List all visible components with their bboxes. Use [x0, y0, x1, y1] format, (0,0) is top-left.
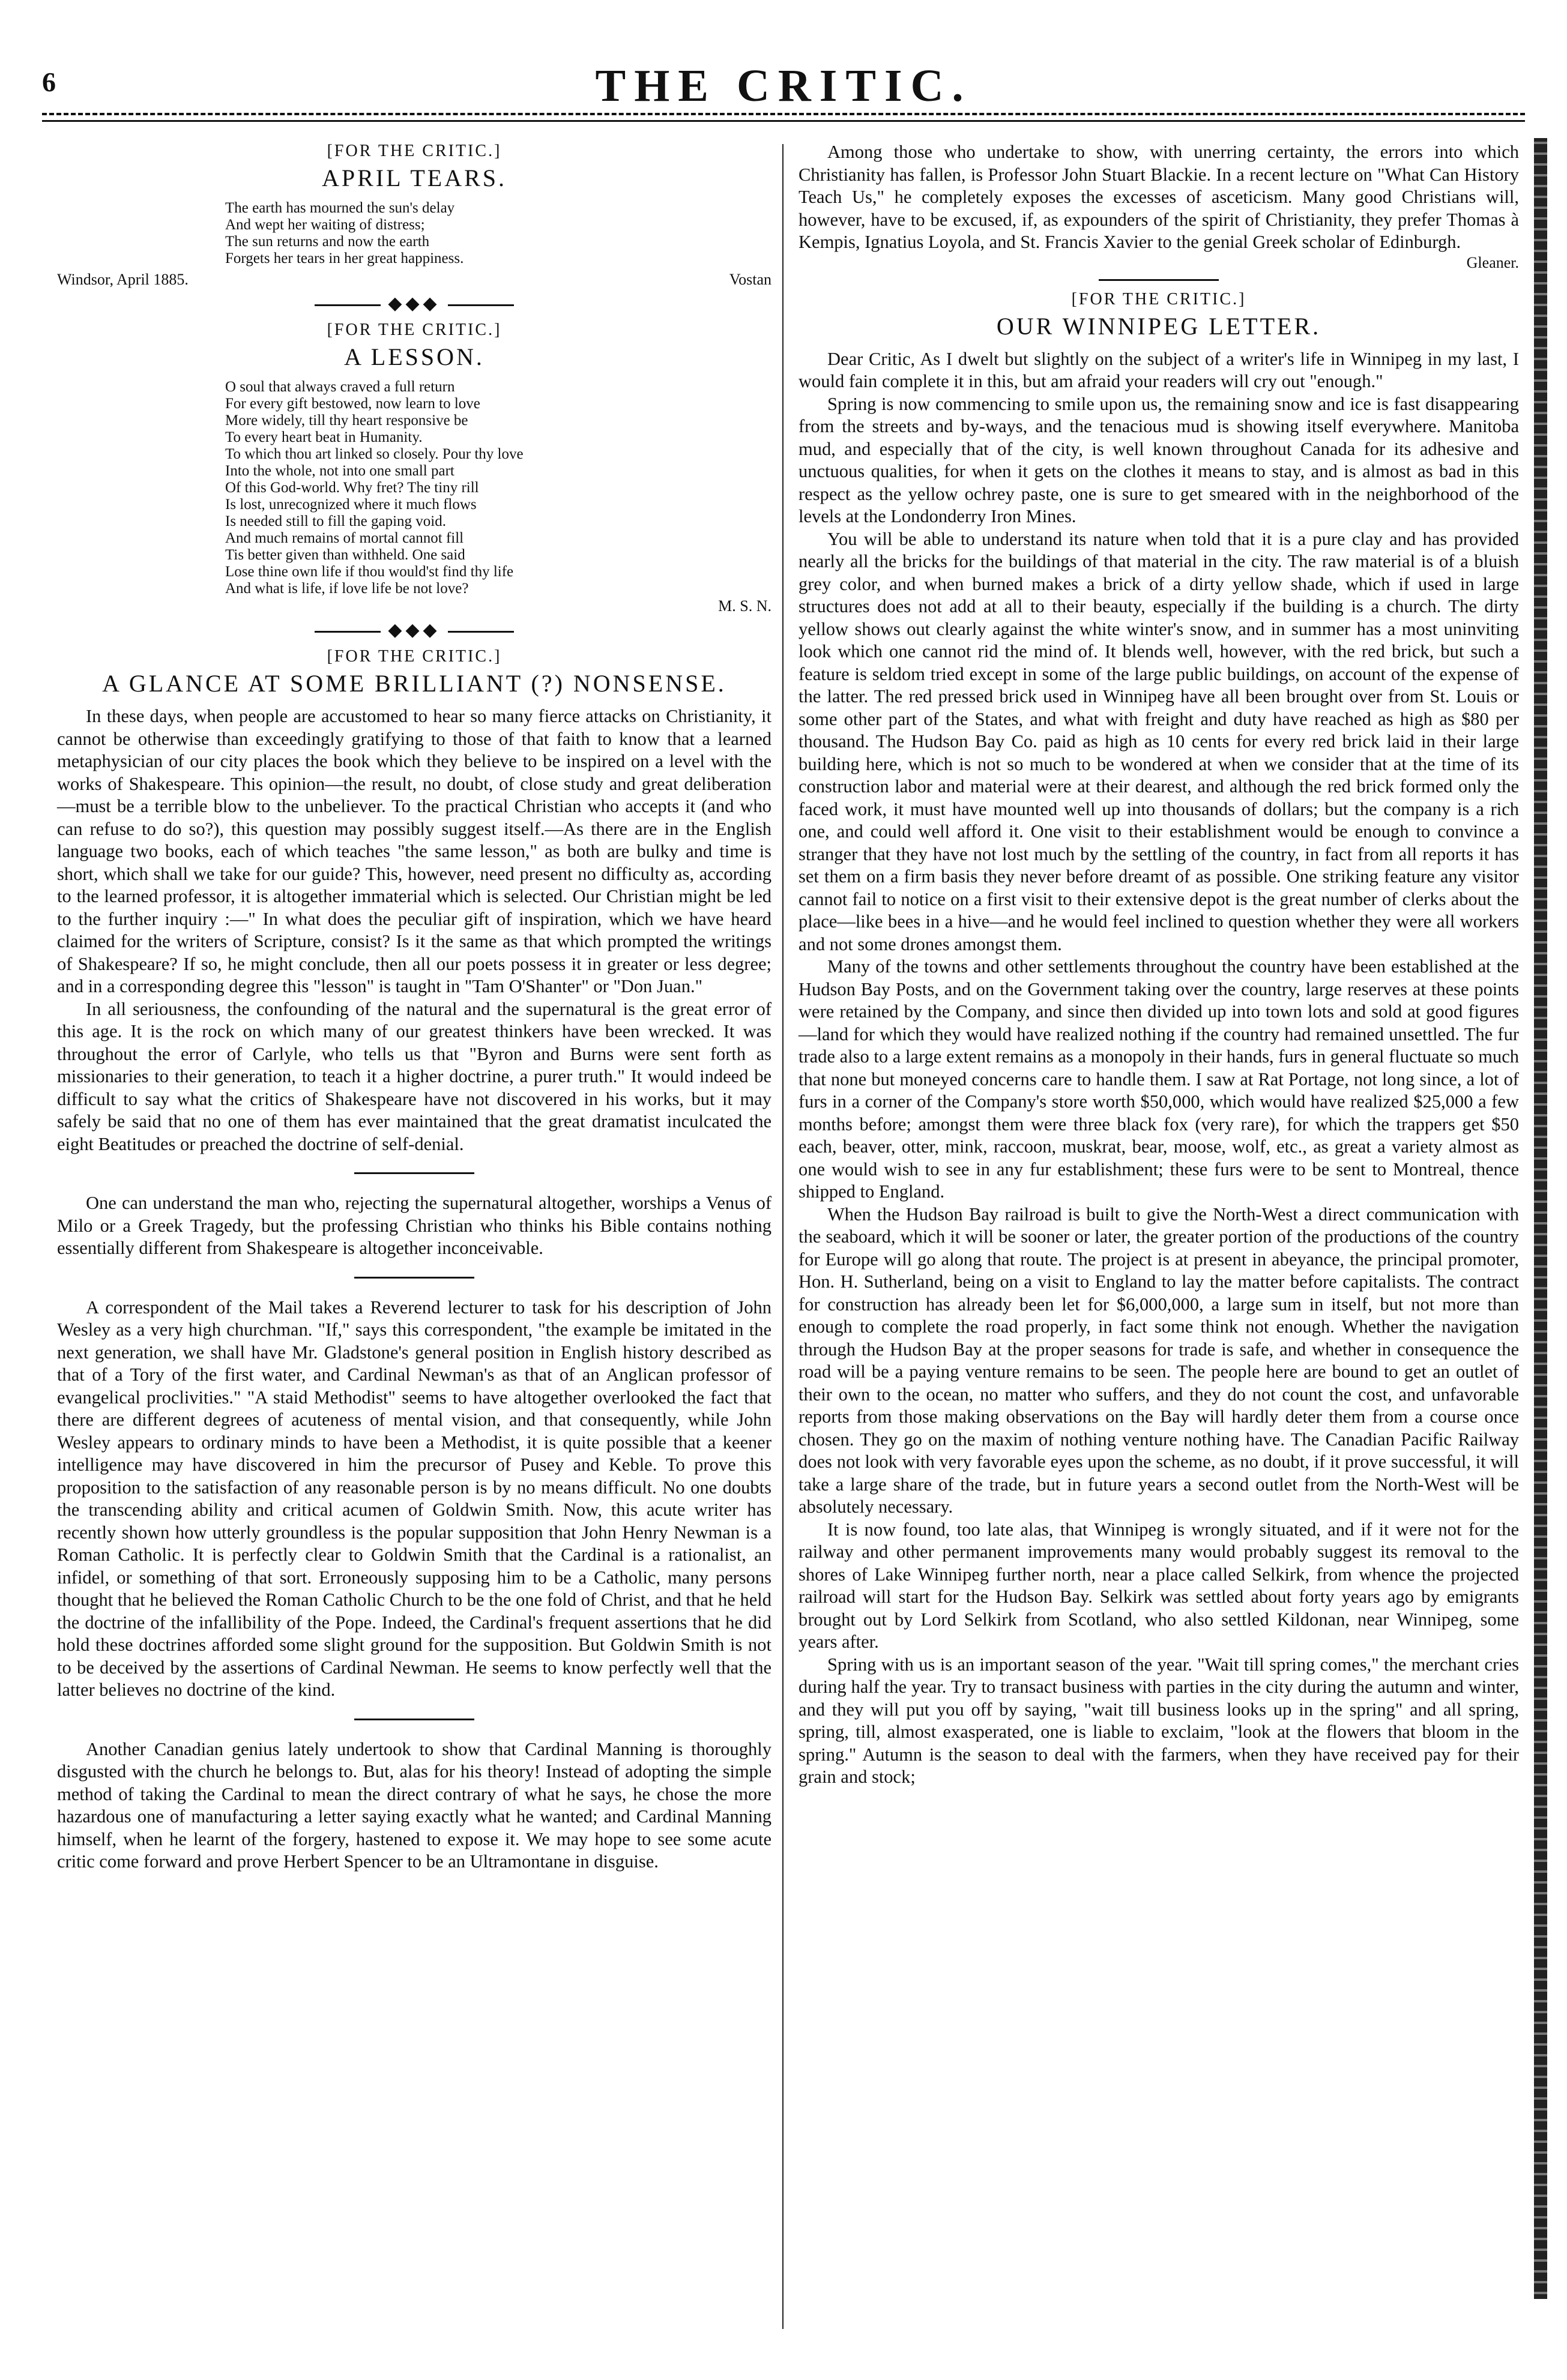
article-paragraph: When the Hudson Bay railroad is built to give the North-West a direct communication with the seaboard, which it will be sooner or later, the greater portion of the productions of the country for Europe will go along that route. The project is at present in abeyance, the principal promoter, Hon. H. Sutherland, being on a visit to England to lay the matter before capitalists. The contract for construction has already been let for $6,000,000, a large sum in itself, but not more than enough to complete the road properly, in fact some think not enough. Whether the navigation through the Hudson Bay at the proper seasons for trade is safe, and whether in consequence the road will be a paying venture remains to be seen. The people here are bound to get an outlet of their own to the ocean, no matter who suffers, and they do not count the cost, and unfavorable reports from those making observations on the Bay will hardly deter them from a course once chosen. They go on the maxim of nothing venture nothing have. The Canadian Pacific Railway does not look with very favorable eyes upon the scheme, as no doubt, if it prove successful, it will take a large share of the trade, but in future years a second outlet from the North-West will be absolutely necessary. [799, 1204, 1519, 1517]
poem-line: O soul that always craved a full return [225, 379, 455, 395]
column-divider [782, 144, 784, 2329]
poem-author: M. S. N. [718, 597, 771, 615]
poem-line: And wept her waiting of distress; [225, 217, 425, 233]
poem-line: And much remains of mortal cannot fill [225, 530, 464, 546]
poem-line: Tis better given than withheld. One said [225, 547, 465, 563]
for-the-critic-label: [FOR THE CRITIC.] [1071, 289, 1246, 309]
poem-title: APRIL TEARS. [321, 164, 507, 191]
section-separator [354, 1719, 474, 1720]
article-paragraph: You will be able to understand its nature when told that it is a pure clay and has provided nearly all the bricks for the buildings of that material in the city. The raw material is of a bluish grey color, and when burned makes a brick of a dirty yellow shade, which if used in large structures does not add at all to their beauty, especially if the building is a church. The dirty yellow shows out clearly against the white winter's snow, and in summer has a most uninviting look which one cannot rid the mind of. It blends well, however, with the red brick, but such a feature is seldom tried except in some of the large public buildings, on account of the expense of the latter. The red pressed brick used in Winnipeg have all been brought over from St. Louis or some other part of the States, and what with freight and duty have reached as high as $80 per thousand. The Hudson Bay Co. paid as high as 10 cents for every red brick laid in their large building here, which is not so much to be wondered at when we consider that at the time of its construction labor and material were at their dearest, and although the red brick formed only the faced work, it must have mounted well up into thousands of dollars; but the company is a rich one, and could well afford it. One visit to their establishment would be enough to convince a stranger that they have not lost much by the settling of the country, in fact from all reports it has set them on a firm basis they never before dreamt of as possible. One striking feature any visitor cannot fail to notice on a first visit to their extensive depot is the great number of clerks about the place—like bees in a hive—and he would feel inclined to question whether they were all workers and not some drones amongst them. [799, 528, 1519, 954]
article-paragraph: In these days, when people are accustomed to hear so many fierce attacks on Christianity, it cannot be otherwise than exceedingly gratifying to those of that faith to know that a learned metaphysician of our city places the book which they believe to be inspired on a level with the works of Shakespeare. This opinion—the result, no doubt, of close study and great deliberation—must be a terrible blow to the unbeliever. To the practical Christian who accepts it (and who can refuse to do so?), this question may possibly suggest itself.—As there are in the English language two books, each of which teaches "the same lesson," as both are bulky and time is short, which shall we take for our guide? This, however, need present no difficulty as, according to the learned professor, it is altogether immaterial which is selected. Our Christian might be led to the further inquiry :—" In what does the peculiar gift of inspiration, which we have heard claimed for the writers of Scripture, consist? Is it the same as that which prompted the writings of Shakespeare? If so, he might conclude, then all our poets possess it in greater or less degree; and in a corresponding degree this "lesson" is taught in "Tam O'Shanter" or "Don Juan." [57, 706, 771, 996]
article-paragraph: Spring with us is an important season of the year. "Wait till spring comes," the merchant cries during half the year. Try to transact business with parties in the city during the autumn and winter, and they will put you off by saying, "wait till business looks up in the spring" and all spring, spring, till, almost exasperated, one is liable to exclaim, "look at the flowers that bloom in the spring." Autumn is the season to deal with the farmers, when they have received pay for their grain and stock; [799, 1654, 1519, 1787]
article-paragraph: One can understand the man who, rejecting the supernatural altogether, worships a Venus of Milo or a Greek Tragedy, but the professing Christian who thinks his Bible contains nothing essentially different from Shakespeare is altogether inconceivable. [57, 1193, 771, 1258]
article-signature: Gleaner. [1466, 253, 1519, 271]
poem-title: A LESSON. [344, 343, 485, 370]
poem-a-lesson [57, 320, 771, 615]
article-paragraph: In all seriousness, the confounding of the natural and the supernatural is the great error of this age. It is the rock on which many of our greatest thinkers have been wrecked. It was throughout the error of Carlyle, who tells us that "Byron and Burns were sent forth as missionaries to their generation, to teach it a higher doctrine, a purer truth." It would indeed be difficult to say what the critics of Shakespeare have not discovered in his works, but it may safely be said that no one of them has ever maintained that the great dramatist inculcated the eight Beatitudes or preached the doctrine of self-denial. [57, 998, 771, 1154]
poem-line: More widely, till thy heart responsive be [225, 412, 468, 429]
article-paragraph: Dear Critic, As I dwelt but slightly on the subject of a writer's life in Winnipeg in my last, I would fain complete it in this, but am afraid your readers will cry out "enough." [799, 348, 1519, 391]
section-ornament: ◆◆◆ [57, 294, 771, 314]
poem-line: The sun returns and now the earth [225, 233, 430, 250]
right-column [799, 141, 1519, 1789]
article-paragraph: It is now found, too late alas, that Winnipeg is wrongly situated, and if it were not for the railway and other permanent improvements many would probably suggest its removal to the shores of Lake Winnipeg further north, near a place called Selkirk, from whence the projected railroad will start for the Hudson Bay. Selkirk was settled about forty years ago by emigrants brought out by Lord Selkirk from Scotland, who also settled Kildonan, near Winnipeg, some years after. [799, 1519, 1519, 1652]
masthead-rule-bottom [42, 120, 1525, 122]
article-winnipeg-letter [799, 289, 1519, 1789]
page-number: 6 [42, 67, 56, 97]
section-ornament: ◆◆◆ [57, 620, 771, 640]
poem-body [225, 200, 771, 267]
poem-april-tears [57, 141, 771, 289]
article-paragraph: A correspondent of the Mail takes a Reverend lecturer to task for his description of John Wesley as a very high churchman. "If," says this correspondent, "the example be imitated in the next generation, we shall have Mr. Gladstone's general position in English history described as that of a Tory of the first water, and Cardinal Newman's as that of an Anglican professor of evangelical proclivities." "A staid Methodist" seems to have altogether overlooked the fact that there are different degrees of acuteness of mental vision, and that consequently, while John Wesley appears to ordinary minds to have been a Methodist, it is quite possible that a keener intelligence may have discovered in him the precursor of Pusey and Keble. To prove this proposition to the satisfaction of any reasonable person is by no means difficult. No one doubts the transcending ability and critical acumen of Goldwin Smith. Now, this acute writer has recently shown how utterly groundless is the popular supposition that John Henry Newman is a Roman Catholic. It is perfectly clear to Goldwin Smith that the Cardinal is a rationalist, an infidel, or something of that sort. Erroneously supposing him to be a Catholic, many persons thought that he believed the Roman Catholic Church to be the one fold of Christ, and that he held the doctrine of the infallibility of the Pope. Indeed, the Cardinal's frequent assertions that he did hold these doctrines afforded some slight ground for the supposition. But Goldwin Smith is not to be deceived by the assertions of Cardinal Newman. He seems to know perfectly well that the latter believes no doctrine of the kind. [57, 1297, 771, 1700]
poem-signature-row [57, 271, 771, 289]
poem-line: Is needed still to fill the gaping void. [225, 513, 446, 529]
page-edge-shadow [1534, 138, 1547, 2299]
article-paragraph: Many of the towns and other settlements throughout the country have been established at the Hudson Bay Posts, and on the Government taking over the country, large reserves at these points were retained by the Company, and since then divided up into town lots and sold at good figures—land for which they would have realized nothing if the country had remained unsettled. The fur trade also to a large extent remains as a monopoly in their hands, furs in general fluctuate so much that none but moneyed concerns care to handle them. I saw at Rat Portage, not long since, a lot of furs in a corner of the Company's store worth $50,000, which would have realized $25,000 a few months before; amongst them were three black fox (very rare), for which the trappers get $50 each, beaver, otter, mink, raccoon, muskrat, bear, moose, wolf, etc., as great a variety almost as one would wish to see in any fur establishment; these furs were to be sent to Montreal, thence shipped to England. [799, 956, 1519, 1202]
poem-line: And what is life, if love life be not love? [225, 580, 469, 597]
section-separator [354, 1172, 474, 1174]
for-the-critic-label: [FOR THE CRITIC.] [327, 142, 502, 160]
article-title: OUR WINNIPEG LETTER. [996, 312, 1321, 340]
poem-line: The earth has mourned the sun's delay [225, 200, 455, 216]
for-the-critic-label: [FOR THE CRITIC.] [327, 321, 502, 339]
poem-line: Lose thine own life if thou would'st find thy life [225, 564, 514, 580]
poem-line: To which thou art linked so closely. Pour thy love [225, 446, 524, 462]
article-paragraph: Spring is now commencing to smile upon us, the remaining snow and ice is fast disappearing from the streets and by-ways, and the tenacious mud is showing itself everywhere. Manitoba mud, and especially that of the city, is well known throughout Canada for its adhesive and unctuous qualities, for when it gets on the clothes it means to stay, and is almost as bad in this respect as the yellow ochrey paste, one is sure to get smeared with in the neighborhood of the levels at the Londonderry Iron Mines. [799, 393, 1519, 526]
poem-author: Vostan [729, 271, 771, 288]
masthead-rule-top [42, 113, 1525, 115]
article-glance [57, 646, 771, 1155]
poem-line: For every gift bestowed, now learn to love [225, 396, 480, 412]
article-paragraph: Another Canadian genius lately undertook to show that Cardinal Manning is thoroughly disgusted with the church he belongs to. But, alas for his theory! Instead of adopting the simple method of taking the Cardinal to mean the direct contrary of what he says, he chose the more hazardous one of manufacturing a letter saying exactly what he wanted; and Cardinal Manning himself, when he learnt of the forgery, hastened to expose it. We may hope to see some acute critic come forward and prove Herbert Spencer to be an Ultramontane in disguise. [57, 1738, 771, 1872]
section-separator [354, 1277, 474, 1279]
poem-line: Of this God-world. Why fret? The tiny rill [225, 480, 479, 496]
article-title: A GLANCE AT SOME BRILLIANT (?) NONSENSE. [102, 670, 726, 697]
poem-line: Into the whole, not into one small part [225, 463, 454, 479]
poem-place-date: Windsor, April 1885. [57, 271, 189, 288]
section-separator [1099, 279, 1219, 281]
for-the-critic-label: [FOR THE CRITIC.] [327, 647, 502, 666]
poem-line: To every heart beat in Humanity. [225, 429, 423, 445]
poem-body [225, 379, 771, 597]
left-column [57, 141, 771, 1873]
poem-line: Forgets her tears in her great happiness. [225, 250, 464, 267]
masthead-title: THE CRITIC. [595, 61, 972, 111]
article-paragraph: Among those who undertake to show, with unerring certainty, the errors into which Christianity has fallen, is Professor John Stuart Blackie. In a recent lecture on "What Can History Teach Us," he completely exposes the excesses of asceticism. Many good Christians will, however, have to be excused, if, as expounders of the spirit of Christianity, they prefer Thomas à Kempis, Ignatius Loyola, and St. Francis Xavier to the genial Greek scholar of Edinburgh. [799, 142, 1519, 252]
poem-line: Is lost, unrecognized where it much flows [225, 496, 477, 513]
